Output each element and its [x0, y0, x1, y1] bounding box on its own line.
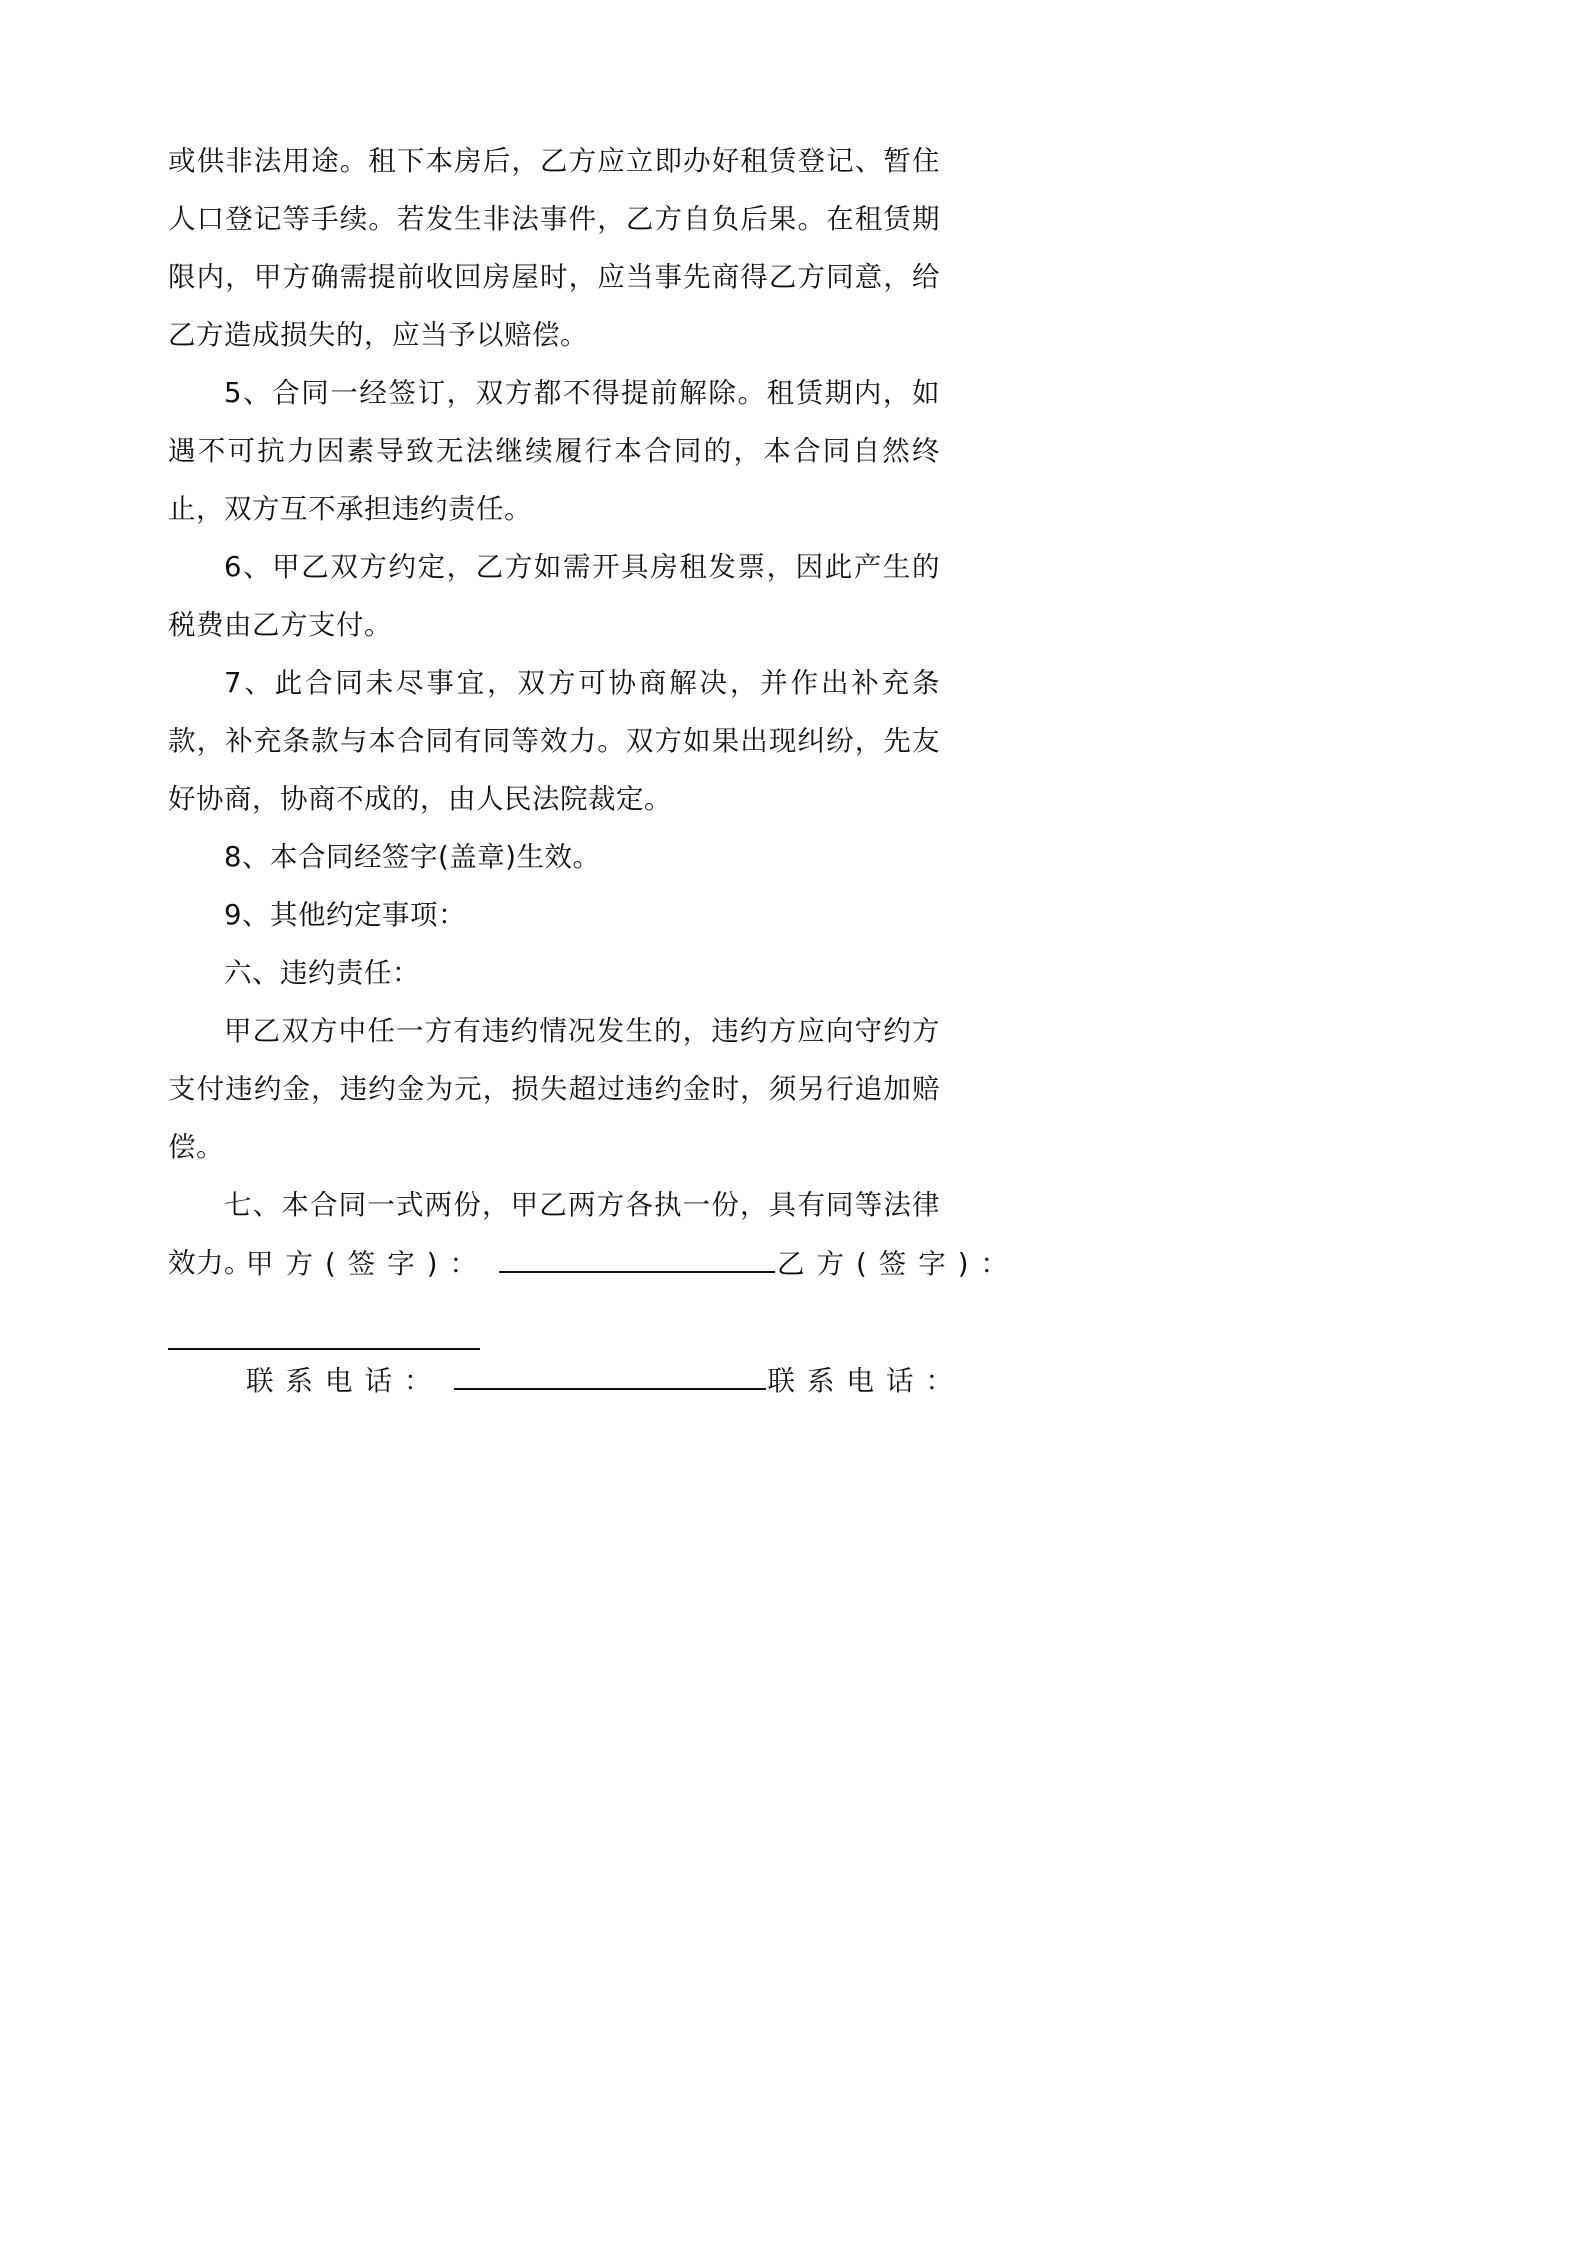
party-a-contact-label: 联系电话： — [246, 1365, 444, 1397]
document-page — [0, 0, 1103, 1559]
party-b-signature-line-row — [168, 1320, 940, 1361]
party-b-contact-label: 联系电话： — [767, 1365, 965, 1397]
signature-row — [168, 1243, 1020, 1284]
party-b-signature-line[interactable] — [168, 1320, 480, 1350]
clause-5: 5、合同一经签订，双方都不得提前解除。租赁期内，如遇不可抗力因素导致无法继续履行本合同的，本合同自然终止，双方互不承担违约责任。 — [168, 377, 940, 525]
paragraph-illegal-use: 或供非法用途。租下本房后，乙方应立即办好租赁登记、暂住人口登记等手续。若发生非法事件，乙方自负后果。在租赁期限内，甲方确需提前收回房屋时，应当事先商得乙方同意，给乙方造成损失的，应当予以赔偿。 — [168, 145, 940, 351]
party-b-signature-label: 乙方(签字)： — [776, 1248, 1020, 1280]
clause-7: 7、此合同未尽事宜，双方可协商解决，并作出补充条款，补充条款与本合同有同等效力。双方如果出现纠纷，先友好协商，协商不成的，由人民法院裁定。 — [168, 667, 940, 815]
party-a-contact-line[interactable] — [454, 1360, 766, 1390]
section-copies: 七、本合同一式两份，甲乙两方各执一份，具有同等法律效力。 — [168, 1189, 940, 1279]
clause-9: 9、其他约定事项： — [224, 899, 466, 931]
breach-paragraph: 甲乙双方中任一方有违约情况发生的，违约方应向守约方支付违约金，违约金为元，损失超过违约金时，须另行追加赔偿。 — [168, 1015, 940, 1163]
party-a-signature-label: 甲方(签字)： — [246, 1248, 489, 1280]
clause-8: 8、本合同经签字(盖章)生效。 — [224, 841, 601, 873]
party-a-signature-line[interactable] — [499, 1243, 775, 1273]
contract-body — [168, 132, 940, 1292]
section-breach-heading: 六、违约责任： — [224, 957, 420, 989]
clause-6: 6、甲乙双方约定，乙方如需开具房租发票，因此产生的税费由乙方支付。 — [168, 551, 940, 641]
contact-row — [168, 1360, 965, 1401]
